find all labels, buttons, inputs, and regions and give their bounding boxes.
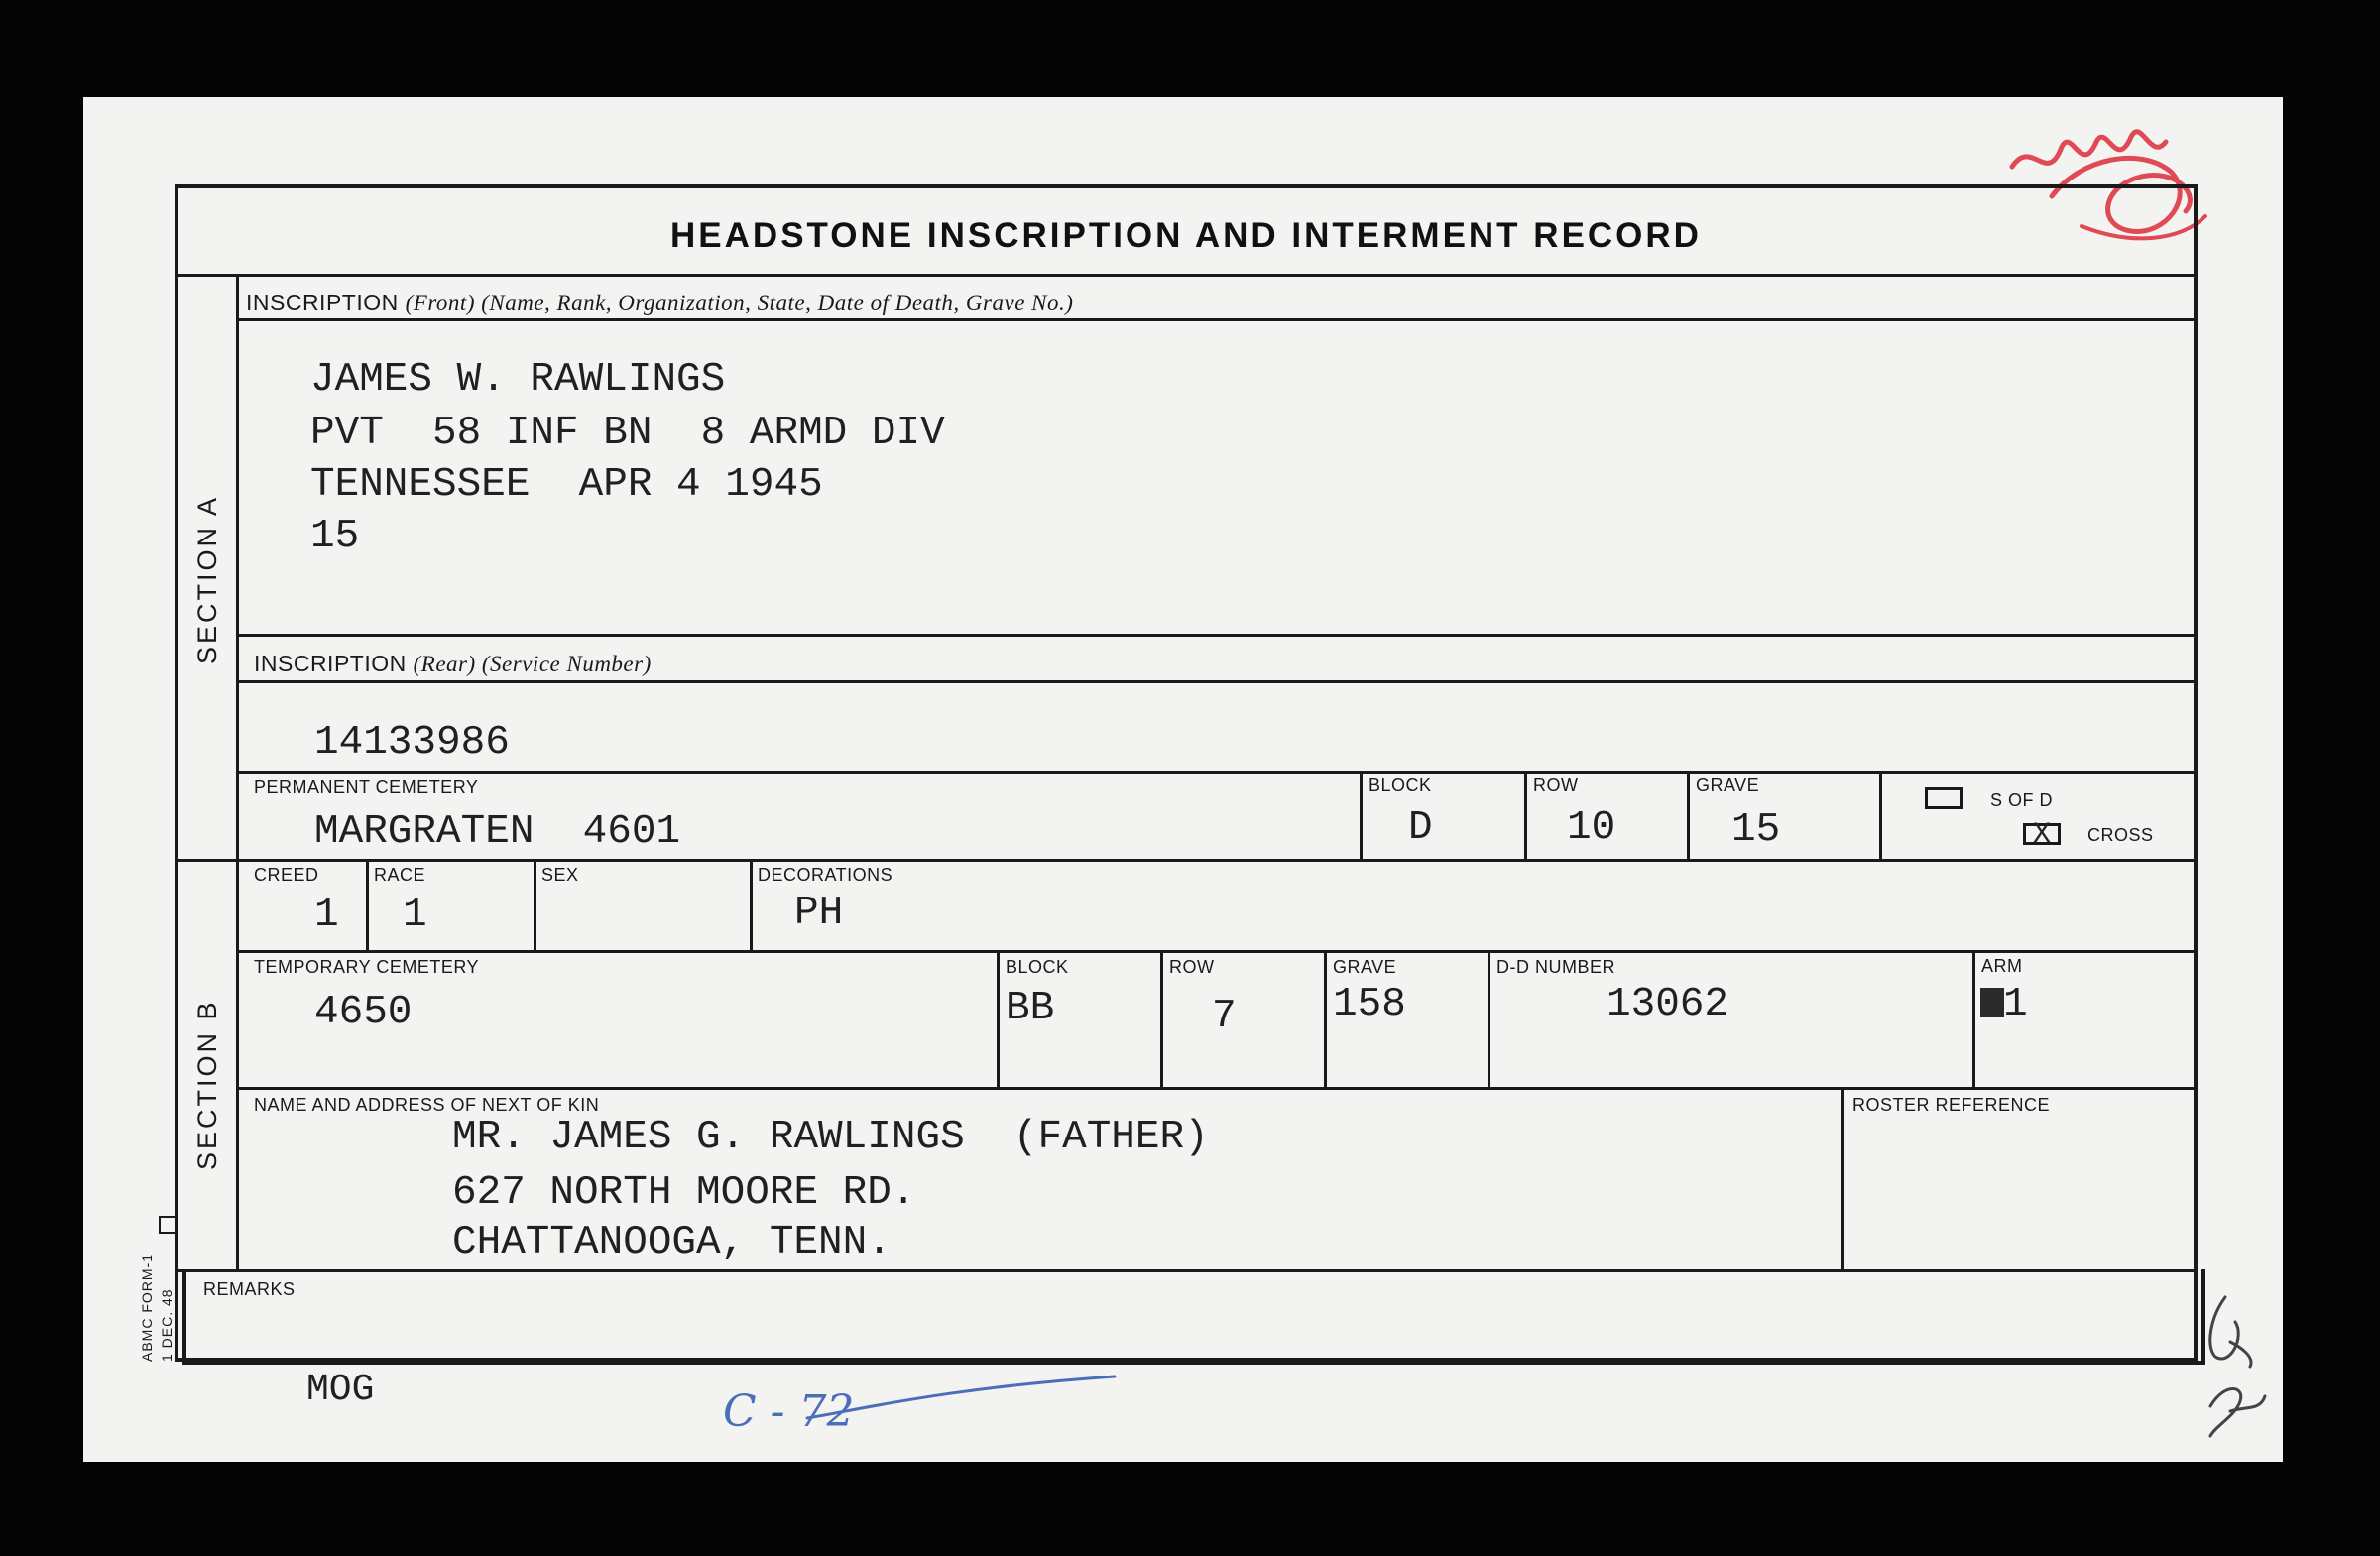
inscription-front-label: INSCRIPTION (Front) (Name, Rank, Organization, State, Date of Death, Grave No.) [246,290,1074,315]
next-of-kin-line-1: MR. JAMES G. RAWLINGS (FATHER) [452,1115,1209,1160]
permanent-cemetery-value: MARGRATEN 4601 [314,809,681,855]
temporary-row-value: 7 [1212,994,1237,1039]
decorations-label: DECORATIONS [758,865,893,885]
rule [238,771,2198,774]
section-divider [178,859,2198,862]
temporary-grave-value: 158 [1333,982,1406,1027]
rule [534,859,536,952]
decorations-value: PH [794,891,844,936]
section-b-label: SECTION B [192,999,222,1170]
race-label: RACE [374,865,426,885]
cross-checkbox [2023,818,2061,852]
form-id-line2: 1 DEC. 48 [159,1288,175,1362]
arm-strikeout [1980,988,2004,1017]
service-number: 14133986 [314,720,510,766]
permanent-row-label: ROW [1533,776,1579,795]
rule [238,318,2198,321]
creed-value: 1 [314,893,339,938]
inscription-front-line-3: TENNESSEE APR 4 1945 [310,462,823,508]
rule [238,680,2198,683]
rule [1324,950,1327,1089]
race-value: 1 [403,893,427,938]
inscription-rear-label: INSCRIPTION (Rear) (Service Number) [254,651,652,676]
remarks-label: REMARKS [203,1279,296,1299]
arm-value: 1 [2003,982,2028,1027]
cross-label: CROSS [2087,825,2154,845]
temporary-cemetery-value: 4650 [314,990,413,1035]
footer-typed-code: MOG [306,1369,375,1411]
rule [1841,1087,1844,1271]
section-a-label: SECTION A [192,494,222,664]
permanent-grave-label: GRAVE [1696,776,1760,795]
record-card [83,97,2283,1462]
section-column-rule [236,274,239,1271]
permanent-block-value: D [1408,805,1433,851]
rule [1972,950,1975,1089]
form-frame [175,184,2198,1362]
rule [1524,771,1527,861]
permanent-grave-value: 15 [1731,807,1781,853]
inscription-front-line-1: JAMES W. RAWLINGS [310,357,726,403]
blue-handwriting: C - 72 [723,1386,855,1437]
rule [750,859,753,952]
temporary-block-label: BLOCK [1006,957,1069,977]
inscription-front-line-4: 15 [310,514,360,559]
cross-mark: X [2032,818,2051,852]
rule [238,950,2198,953]
permanent-cemetery-label: PERMANENT CEMETERY [254,778,479,797]
temporary-block-value: BB [1006,986,1055,1031]
rule [1160,950,1163,1089]
inscription-front-line-2: PVT 58 INF BN 8 ARMD DIV [310,411,945,456]
form-id-line1: ABMC FORM-1 [139,1254,155,1362]
rule [1488,950,1490,1089]
sex-label: SEX [541,865,579,885]
next-of-kin-label: NAME AND ADDRESS OF NEXT OF KIN [254,1095,600,1115]
rule [238,1087,2198,1090]
temporary-grave-label: GRAVE [1333,957,1397,977]
remarks-box [182,1269,2205,1365]
permanent-block-label: BLOCK [1368,776,1432,795]
creed-label: CREED [254,865,319,885]
blue-ink-stroke [797,1369,1125,1438]
dd-number-value: 13062 [1606,982,1729,1027]
temporary-row-label: ROW [1169,957,1215,977]
sofd-label: S OF D [1990,790,2054,810]
dd-number-label: D-D NUMBER [1496,957,1615,977]
rule [1360,771,1363,861]
sofd-checkbox [1925,787,1963,809]
pencil-initials-mark [2186,1287,2275,1446]
rule [238,634,2198,637]
next-of-kin-line-2: 627 NORTH MOORE RD. [452,1170,916,1216]
temporary-cemetery-label: TEMPORARY CEMETERY [254,957,480,977]
arm-label: ARM [1981,956,2023,976]
rule [1687,771,1690,861]
permanent-row-value: 10 [1567,805,1616,851]
title-rule [178,274,2198,277]
roster-reference-label: ROSTER REFERENCE [1852,1095,2051,1115]
rule [366,859,369,952]
form-title: HEADSTONE INSCRIPTION AND INTERMENT RECORD [670,216,1702,255]
rule [997,950,1000,1089]
next-of-kin-line-3: CHATTANOOGA, TENN. [452,1220,892,1265]
rule [1879,771,1882,861]
